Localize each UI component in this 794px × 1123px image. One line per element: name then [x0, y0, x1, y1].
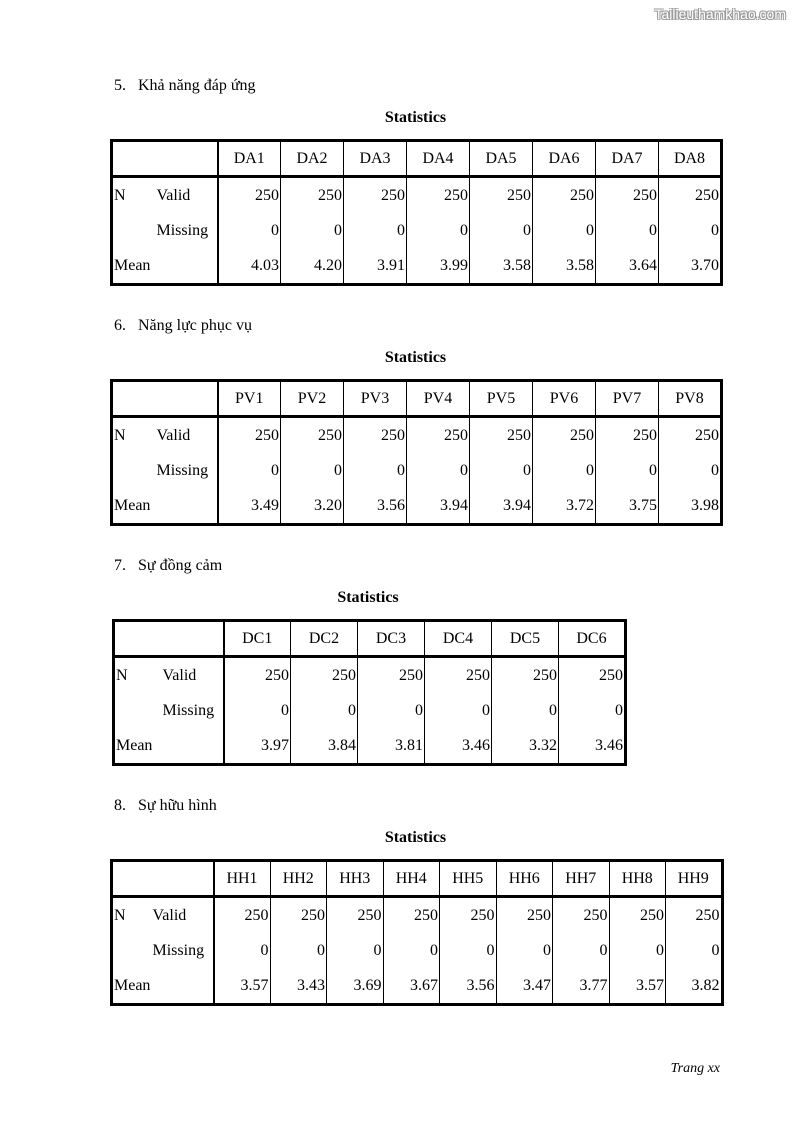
table-cell: 3.84 [291, 728, 358, 765]
column-header: DA2 [281, 141, 344, 177]
table-row-missing [112, 933, 723, 968]
column-header: DA8 [659, 141, 722, 177]
table-cell: 0 [666, 933, 723, 968]
table-cell: 250 [265, 666, 289, 684]
row-label: N [114, 906, 126, 924]
statistics-table-pv [110, 379, 723, 526]
table-cell: 0 [659, 213, 722, 248]
row-sublabel: Missing [156, 453, 218, 488]
section-number: 7. [114, 557, 126, 574]
table-cell: 0 [425, 693, 492, 728]
table-cell: 250 [596, 177, 659, 214]
watermark: Tailieuthamkhao.com [654, 6, 786, 22]
table-row-mean [112, 248, 722, 285]
table-cell: 3.98 [659, 488, 722, 525]
column-header: HH4 [383, 861, 440, 897]
table-cell: 250 [291, 657, 358, 694]
column-header: HH5 [440, 861, 497, 897]
table-cell: 0 [533, 453, 596, 488]
column-header: PV1 [218, 381, 281, 417]
table-cell: 0 [358, 693, 425, 728]
table-cell: 250 [492, 657, 559, 694]
column-header: PV2 [281, 381, 344, 417]
table-title: Statistics [384, 829, 447, 846]
column-header: PV3 [344, 381, 407, 417]
table-cell: 250 [255, 426, 279, 444]
section-number: 5. [114, 77, 126, 94]
table-cell: 250 [440, 897, 497, 934]
table-cell: 250 [281, 177, 344, 214]
column-header: PV4 [407, 381, 470, 417]
column-header: PV8 [659, 381, 722, 417]
table-cell: 0 [281, 701, 289, 719]
table-cell: 250 [659, 177, 722, 214]
section-number: 6. [114, 317, 126, 334]
table-cell: 3.75 [596, 488, 659, 525]
column-header: DC4 [425, 621, 492, 657]
table-cell: 0 [596, 213, 659, 248]
table-row-mean [112, 488, 722, 525]
table-cell: 0 [533, 213, 596, 248]
table-row-valid [114, 657, 626, 694]
table-cell: 250 [425, 657, 492, 694]
row-sublabel: Missing [156, 213, 218, 248]
table-cell: 3.46 [425, 728, 492, 765]
table-cell: 0 [659, 453, 722, 488]
column-header: DA4 [407, 141, 470, 177]
section-title: Khả năng đáp ứng [138, 77, 256, 94]
table-cell: 0 [291, 693, 358, 728]
column-header: PV5 [470, 381, 533, 417]
table-row-missing [114, 693, 626, 728]
table-cell: 3.58 [470, 248, 533, 285]
statistics-table-dc [112, 619, 627, 766]
column-header: DC1 [224, 621, 291, 657]
section-heading-7 [114, 557, 222, 575]
table-cell: 0 [440, 933, 497, 968]
column-header: DA7 [596, 141, 659, 177]
column-header: HH2 [270, 861, 327, 897]
row-label: N [116, 666, 128, 684]
table-row-valid [112, 417, 722, 454]
table-cell: 250 [358, 657, 425, 694]
header-corner-cell [112, 381, 218, 417]
table-cell: 3.97 [261, 736, 289, 754]
table-cell: 3.56 [440, 968, 497, 1005]
header-corner-cell [114, 621, 224, 657]
table-cell: 3.70 [659, 248, 722, 285]
table-cell: 3.56 [344, 488, 407, 525]
column-header: DC3 [358, 621, 425, 657]
row-label: N [114, 426, 126, 444]
table-cell: 0 [281, 453, 344, 488]
table-cell: 3.43 [270, 968, 327, 1005]
table-row-missing [112, 213, 722, 248]
row-label: N [114, 186, 126, 204]
row-label [112, 933, 152, 968]
statistics-table-hh [110, 859, 724, 1006]
row-sublabel: Valid [162, 657, 224, 694]
table-cell: 250 [596, 417, 659, 454]
table-cell: 250 [496, 897, 553, 934]
table-row-missing [112, 453, 722, 488]
column-header: HH7 [553, 861, 610, 897]
table-cell: 250 [533, 177, 596, 214]
table-cell: 0 [270, 933, 327, 968]
table-cell: 0 [260, 941, 269, 959]
table-cell: 250 [344, 177, 407, 214]
table-cell: 3.20 [281, 488, 344, 525]
section-title: Sự đồng cảm [138, 557, 223, 574]
table-cell: 0 [344, 213, 407, 248]
column-header: PV7 [596, 381, 659, 417]
column-header: HH6 [496, 861, 553, 897]
table-cell: 250 [533, 417, 596, 454]
page-footer: Trang xx [670, 1061, 720, 1076]
table-cell: 3.49 [251, 496, 279, 514]
table-cell: 3.58 [533, 248, 596, 285]
header-corner-cell [112, 141, 218, 177]
table-cell: 250 [470, 177, 533, 214]
table-cell: 3.82 [666, 968, 723, 1005]
table-cell: 250 [407, 177, 470, 214]
table-cell: 250 [327, 897, 384, 934]
table-cell: 3.91 [344, 248, 407, 285]
section-heading-8 [114, 797, 217, 815]
column-header: HH3 [327, 861, 384, 897]
table-cell: 3.32 [492, 728, 559, 765]
table-cell: 0 [344, 453, 407, 488]
row-sublabel: Missing [152, 933, 214, 968]
table-cell: 0 [407, 213, 470, 248]
row-label: Mean [112, 248, 218, 285]
table-cell: 3.72 [533, 488, 596, 525]
table-cell: 0 [407, 453, 470, 488]
table-cell: 0 [496, 933, 553, 968]
section-title: Năng lực phục vụ [138, 317, 252, 334]
section-title: Sự hữu hình [138, 797, 217, 814]
table-cell: 3.69 [327, 968, 384, 1005]
row-label [112, 453, 156, 488]
column-header: PV6 [533, 381, 596, 417]
table-header-row [112, 861, 723, 897]
table-cell: 0 [271, 221, 279, 239]
column-header: DC6 [559, 621, 626, 657]
column-header: DA3 [344, 141, 407, 177]
row-label: Mean [112, 488, 218, 525]
header-corner-cell [112, 861, 214, 897]
row-label: Mean [114, 728, 224, 765]
table-header-row [112, 381, 722, 417]
table-cell: 250 [255, 186, 279, 204]
table-cell: 3.94 [470, 488, 533, 525]
table-cell: 3.57 [609, 968, 666, 1005]
table-cell: 0 [470, 213, 533, 248]
row-label: Mean [112, 968, 214, 1005]
table-cell: 0 [596, 453, 659, 488]
table-cell: 3.67 [383, 968, 440, 1005]
table-cell: 250 [609, 897, 666, 934]
table-cell: 250 [407, 417, 470, 454]
table-title: Statistics [384, 109, 447, 126]
row-sublabel: Valid [152, 897, 214, 934]
table-cell: 0 [271, 461, 279, 479]
section-heading-5 [114, 77, 256, 95]
table-cell: 250 [281, 417, 344, 454]
table-cell: 3.47 [496, 968, 553, 1005]
table-title: Statistics [384, 349, 447, 366]
table-cell: 250 [244, 906, 269, 924]
table-cell: 0 [470, 453, 533, 488]
table-cell: 3.94 [407, 488, 470, 525]
statistics-table-da [110, 139, 723, 286]
table-cell: 250 [270, 897, 327, 934]
table-cell: 0 [383, 933, 440, 968]
table-cell: 0 [281, 213, 344, 248]
table-cell: 250 [383, 897, 440, 934]
row-sublabel: Valid [156, 417, 218, 454]
table-cell: 250 [559, 657, 626, 694]
table-cell: 250 [344, 417, 407, 454]
table-cell: 0 [553, 933, 610, 968]
table-cell: 0 [609, 933, 666, 968]
row-sublabel: Valid [156, 177, 218, 214]
column-header: DC2 [291, 621, 358, 657]
table-cell: 0 [559, 693, 626, 728]
row-label [114, 693, 162, 728]
column-header: DA6 [533, 141, 596, 177]
row-label [112, 213, 156, 248]
table-header-row [114, 621, 626, 657]
table-cell: 3.81 [358, 728, 425, 765]
column-header: HH9 [666, 861, 723, 897]
table-cell: 250 [666, 897, 723, 934]
table-cell: 3.46 [559, 728, 626, 765]
table-cell: 250 [553, 897, 610, 934]
column-header: HH1 [214, 861, 271, 897]
column-header: HH8 [609, 861, 666, 897]
table-cell: 0 [492, 693, 559, 728]
table-cell: 4.03 [251, 256, 279, 274]
row-sublabel: Missing [162, 693, 224, 728]
section-heading-6 [114, 317, 252, 335]
table-row-mean [114, 728, 626, 765]
column-header: DC5 [492, 621, 559, 657]
table-header-row [112, 141, 722, 177]
table-cell: 3.57 [240, 976, 269, 994]
table-row-valid [112, 177, 722, 214]
table-row-valid [112, 897, 723, 934]
table-cell: 0 [327, 933, 384, 968]
table-cell: 3.99 [407, 248, 470, 285]
column-header: DA5 [470, 141, 533, 177]
column-header: DA1 [218, 141, 281, 177]
table-title: Statistics [337, 589, 399, 606]
table-cell: 4.20 [281, 248, 344, 285]
table-cell: 3.64 [596, 248, 659, 285]
table-cell: 250 [470, 417, 533, 454]
section-number: 8. [114, 797, 126, 814]
table-row-mean [112, 968, 723, 1005]
table-cell: 3.77 [553, 968, 610, 1005]
table-cell: 250 [659, 417, 722, 454]
